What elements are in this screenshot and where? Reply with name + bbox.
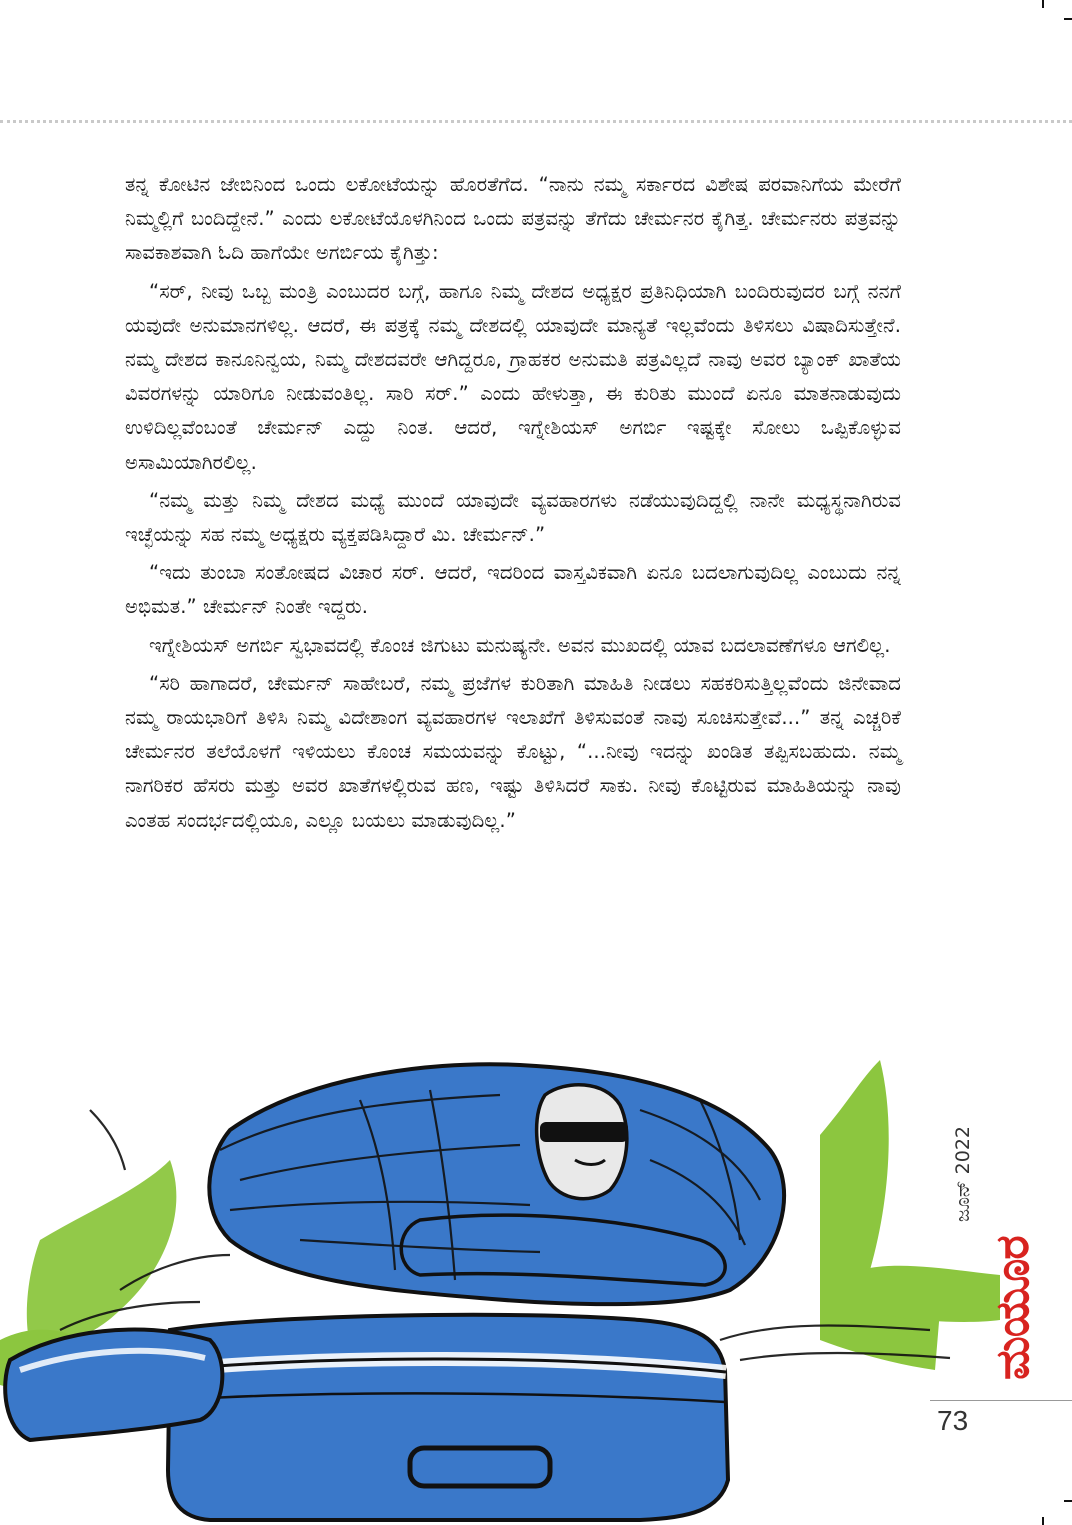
crop-mark [1064, 1500, 1072, 1502]
green-wash-right-low [860, 1266, 1000, 1322]
man-leg [5, 1330, 222, 1440]
article-body [125, 168, 901, 842]
paragraph: “ಸರ್, ನೀವು ಒಬ್ಬ ಮಂತ್ರಿ ಎಂಬುದರ ಬಗ್ಗೆ, ಹಾಗೂ ನಿಮ್ಮ ದೇಶದ ಅಧ್ಯಕ್ಷರ ಪ್ರತಿನಿಧಿಯಾಗಿ ಬಂದಿರುವುದರ ಬಗ್ಗೆ ನನಗೆ ಯವುದೇ ಅನುಮಾನಗಳಿಲ್ಲ. ಆದರೆ, ಈ ಪತ್ರಕ್ಕೆ ನಮ್ಮ ದೇಶದಲ್ಲಿ ಯಾವುದೇ ಮಾನ್ಯತೆ ಇಲ್ಲವೆಂದು ತಿಳಿಸಲು ವಿಷಾದಿಸುತ್ತೇನೆ. ನಮ್ಮ ದೇಶದ ಕಾನೂನಿನ್ವಯ, ನಿಮ್ಮ ದೇಶದವರೇ ಆಗಿದ್ದರೂ, ಗ್ರಾಹಕರ ಅನುಮತಿ ಪತ್ರವಿಲ್ಲದೆ ನಾವು ಅವರ ಬ್ಯಾಂಕ್ ಖಾತೆಯ ವಿವರಗಳನ್ನು ಯಾರಿಗೂ ನೀಡುವಂತಿಲ್ಲ. ಸಾರಿ ಸರ್.” ಎಂದು ಹೇಳುತ್ತಾ, ಈ ಕುರಿತು ಮುಂದೆ ಏನೂ ಮಾತನಾಡುವುದು ಉಳಿದಿಲ್ಲವೆಂಬಂತೆ ಚೇರ್ಮನ್ ಎದ್ದು ನಿಂತ. ಆದರೆ, ಇಗ್ನೇಶಿಯಸ್ ಅಗರ್ಬಿ ಇಷ್ಟಕ್ಕೇ ಸೋಲು ಒಪ್ಪಿಕೊಳ್ಳುವ ಅಸಾಮಿಯಾಗಿರಲಿಲ್ಲ. [125, 279, 901, 474]
magazine-logo: ಮಯೂರ [985, 1236, 1039, 1380]
header-dotted-divider [0, 120, 1072, 123]
crop-mark [1042, 0, 1044, 8]
sketch-man-on-suitcase-icon [0, 1040, 1000, 1525]
paragraph: ತನ್ನ ಕೋಟಿನ ಜೇಬಿನಿಂದ ಒಂದು ಲಕೋಟೆಯನ್ನು ಹೊರತೆಗೆದ. “ನಾನು ನಮ್ಮ ಸರ್ಕಾರದ ವಿಶೇಷ ಪರವಾನಿಗೆಯ ಮೇರೆಗೆ ನಿಮ್ಮಲ್ಲಿಗೆ ಬಂದಿದ್ದೇನೆ.” ಎಂದು ಲಕೋಟೆಯೊಳಗಿನಿಂದ ಒಂದು ಪತ್ರವನ್ನು ತೆಗೆದು ಚೇರ್ಮನರ ಕೈಗಿತ್ತ. ಚೇರ್ಮನರು ಪತ್ರವನ್ನು ಸಾವಕಾಶವಾಗಿ ಓದಿ ಹಾಗೆಯೇ ಅಗರ್ಬಿಯ ಕೈಗಿತ್ತು: [125, 173, 901, 265]
paragraph: “ಸರಿ ಹಾಗಾದರೆ, ಚೇರ್ಮನ್ ಸಾಹೇಬರೆ, ನಮ್ಮ ಪ್ರಜೆಗಳ ಕುರಿತಾಗಿ ಮಾಹಿತಿ ನೀಡಲು ಸಹಕರಿಸುತ್ತಿಲ್ಲವೆಂದು ಜಿನೇವಾದ ನಮ್ಮ ರಾಯಭಾರಿಗೆ ತಿಳಿಸಿ ನಿಮ್ಮ ವಿದೇಶಾಂಗ ವ್ಯವಹಾರಗಳ ಇಲಾಖೆಗೆ ತಿಳಿಸುವಂತೆ ನಾವು ಸೂಚಿಸುತ್ತೇವೆ...” ತನ್ನ ಎಚ್ಚರಿಕೆ ಚೇರ್ಮನರ ತಲೆಯೊಳಗೆ ಇಳಿಯಲು ಕೊಂಚ ಸಮಯವನ್ನು ಕೊಟ್ಟು, “...ನೀವು ಇದನ್ನು ಖಂಡಿತ ತಪ್ಪಿಸಬಹುದು. ನಮ್ಮ ನಾಗರಿಕರ ಹೆಸರು ಮತ್ತು ಅವರ ಖಾತೆಗಳಲ್ಲಿರುವ ಹಣ, ಇಷ್ಟು ತಿಳಿಸಿದರೆ ಸಾಕು. ನೀವು ಕೊಟ್ಟಿರುವ ಮಾಹಿತಿಯನ್ನು ನಾವು ಎಂತಹ ಸಂದರ್ಭದಲ್ಲಿಯೂ, ಎಲ್ಲೂ ಬಯಲು ಮಾಡುವುದಿಲ್ಲ.” [125, 671, 901, 832]
crop-mark [1042, 1517, 1044, 1525]
sunglasses [540, 1122, 628, 1142]
issue-date: ಜೂನ್ 2022 [952, 1125, 974, 1222]
page-number: 73 [937, 1405, 969, 1436]
green-wash-right [820, 1060, 940, 1370]
page-number-divider [930, 1400, 1072, 1401]
paragraph: “ಇದು ತುಂಬಾ ಸಂತೋಷದ ವಿಚಾರ ಸರ್. ಆದರೆ, ಇದರಿಂದ ವಾಸ್ತವಿಕವಾಗಿ ಏನೂ ಬದಲಾಗುವುದಿಲ್ಲ ಎಂಬುದು ನನ್ನ ಅಭಿಮತ.” ಚೇರ್ಮನ್ ನಿಂತೇ ಇದ್ದರು. [125, 561, 901, 619]
crop-mark [1064, 18, 1072, 20]
paragraph: ಇಗ್ನೇಶಿಯಸ್ ಅಗರ್ಬಿ ಸ್ವಭಾವದಲ್ಲಿ ಕೊಂಚ ಜಿಗುಟು ಮನುಷ್ಯನೇ. ಅವನ ಮುಖದಲ್ಲಿ ಯಾವ ಬದಲಾವಣೆಗಳೂ ಆಗಲಿಲ್ಲ. [149, 633, 891, 657]
paragraph: “ನಮ್ಮ ಮತ್ತು ನಿಮ್ಮ ದೇಶದ ಮಧ್ಯೆ ಮುಂದೆ ಯಾವುದೇ ವ್ಯವಹಾರಗಳು ನಡೆಯುವುದಿದ್ದಲ್ಲಿ ನಾನೇ ಮಧ್ಯಸ್ಥನಾಗಿರುವ ಇಚ್ಛೆಯನ್ನು ಸಹ ನಮ್ಮ ಅಧ್ಯಕ್ಷರು ವ್ಯಕ್ತಪಡಿಸಿದ್ದಾರೆ ಮಿ. ಚೇರ್ಮನ್.” [125, 488, 901, 547]
suitcase [168, 1315, 728, 1520]
